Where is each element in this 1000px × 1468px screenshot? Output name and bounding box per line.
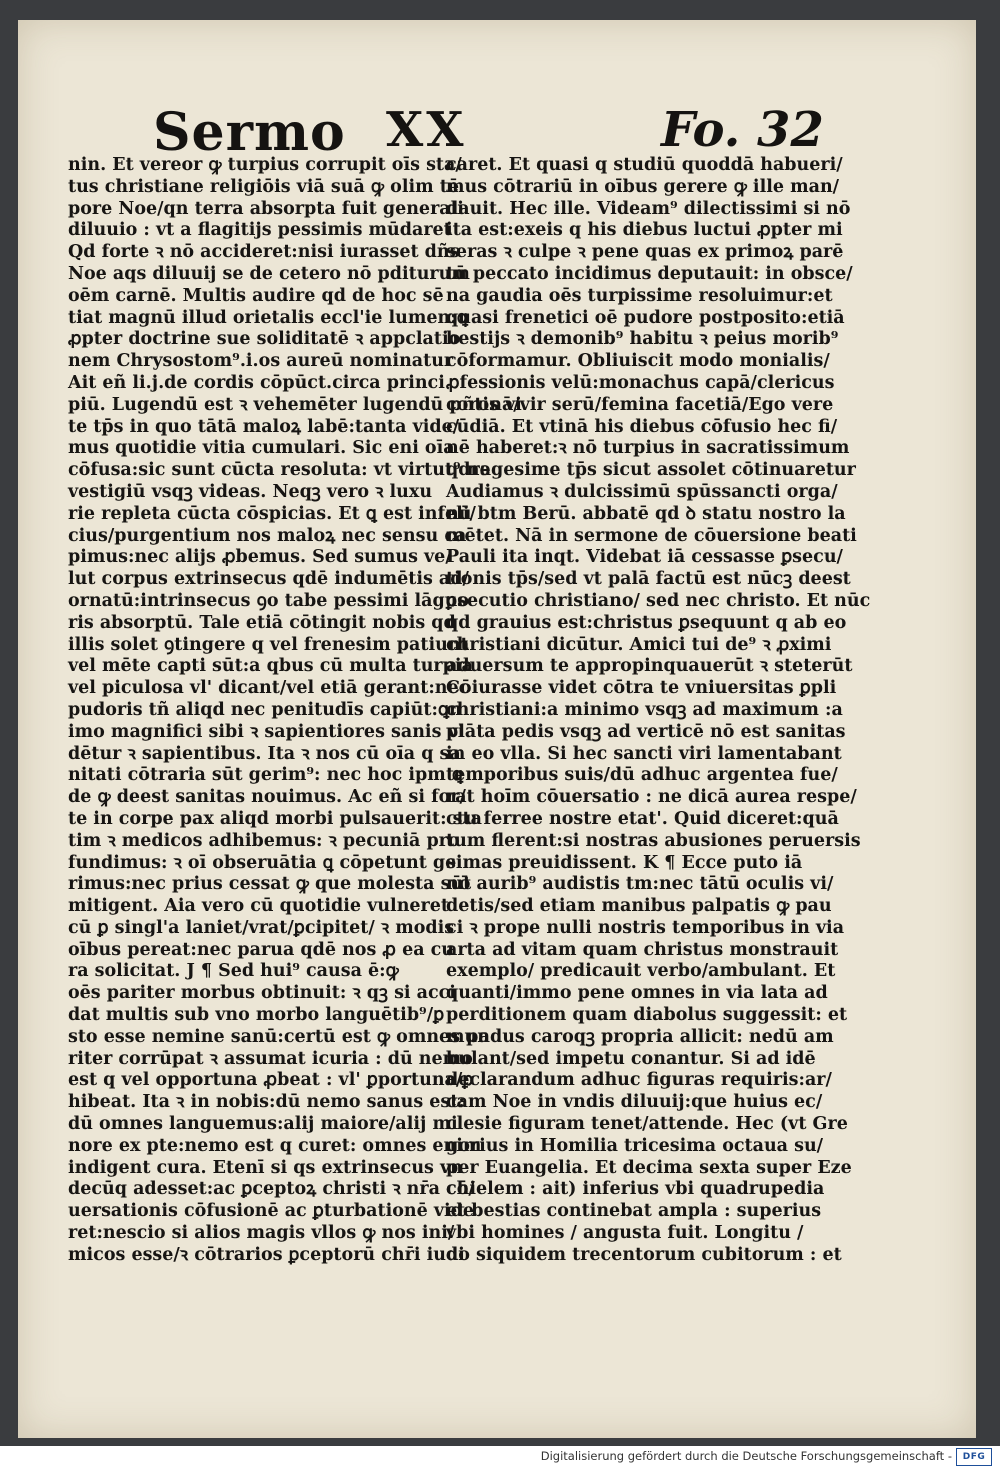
text-line: nē haberet:ꝛ nō turpius in sacratissimum (446, 438, 850, 459)
left-text-column (68, 155, 522, 1267)
text-line: quanti/immo pene omnes in via lata ad (446, 983, 828, 1004)
text-line: bestijs ꝛ demonib⁹ habitu ꝛ peius morib⁹ (446, 329, 839, 350)
text-line: te tp̄s in quo tātā maloꝝ labē:tanta vide/ (68, 416, 460, 437)
text-line: cam Noe in vndis diluuij:que huius ec/ (446, 1092, 823, 1113)
text-line: per Euangelia. Et decima sexta super Eze (446, 1157, 852, 1178)
text-line: clesie figuram tenet/attende. Hec (vt Gre (446, 1114, 848, 1135)
text-line: simas preuidissent. K ¶ Ecce puto iā (446, 852, 803, 873)
text-line: Pauli ita inqt. Videbat iā cessasse ꝑsecu/ (446, 547, 843, 568)
folio-number: Fo. 32 (661, 102, 824, 158)
text-line: quasi frenetici oē pudore postposito:etiā (446, 307, 845, 328)
text-line: ita est:exeis q his diebus luctui ꝓpter mi (446, 220, 843, 241)
text-line: ctu ferree nostre etat'. Quid diceret:quā (446, 808, 839, 829)
text-line: oībus pereat:nec parua qdē nos ꝓ ea cu (68, 939, 455, 960)
text-line: fundimus: ꝛ oī obseruātia ꝗ cōpetunt ge (68, 852, 457, 873)
text-line: vestigiū vsqꝫ videas. Neqꝫ vero ꝛ luxu (68, 481, 433, 502)
dfg-logo: DFG (956, 1448, 992, 1466)
text-line: ꝓpter doctrine sue soliditatē ꝛ appclatio (68, 329, 461, 350)
text-line: plāta pedis vsqꝫ ad verticē nō est sanitas (446, 721, 846, 742)
right-text-column (446, 155, 871, 1267)
text-line: chielem : ait) inferius vbi quadrupedia (446, 1179, 825, 1200)
text-line: dauit. Hec ille. Videam⁹ dilectissimi si nō (446, 198, 851, 219)
text-line: cōfusa:sic sunt cūcta resoluta: vt virtut⁹ ne (68, 460, 491, 481)
text-line: decūq adesset:ac ꝑceptoꝝ christi ꝛ nr̄a cō/ (68, 1179, 475, 1200)
text-line: est q vel opportuna ꝓbeat : vl' ꝑportuna/ꝑ (68, 1070, 474, 1091)
text-line: vbi homines / angusta fuit. Longitu / (446, 1223, 804, 1244)
text-line: illis solet ꝯtingere q vel frenesim patiunt (68, 634, 469, 655)
text-line: ret:nescio si alios magis vllos ꝙ nos ini/ (68, 1223, 455, 1244)
text-line: imo magnifici sibi ꝛ sapientiores sanis vi (68, 721, 465, 742)
text-line: ra solicitat. J ¶ Sed hui⁹ causa ē:ꝙ (68, 961, 399, 982)
text-line: seras ꝛ culpe ꝛ pene quas ex primoꝝ parē (446, 242, 844, 263)
text-line: hibeat. Ita ꝛ in nobis:dū nemo sanus est: (68, 1092, 465, 1113)
text-line: ꝑsecutio christiano/ sed nec christo. Et nūc (446, 590, 871, 611)
text-line: de ꝙ deest sanitas nouimus. Ac eñ si for/ (68, 787, 466, 808)
footer-bar (0, 1446, 1000, 1468)
text-line: et bestias continebat ampla : superius (446, 1201, 822, 1222)
text-line: sto esse nemine sanū:certū est ꝙ omnes pa (68, 1026, 490, 1047)
text-line: vel mēte capti sūt:a qbus cū multa turpia (68, 656, 473, 677)
text-line: mētet. Nā in sermone de cōuersione beati (446, 525, 857, 546)
text-line: aduersum te appropinquauerūt ꝛ steterūt (446, 656, 853, 677)
text-line: pudoris tñ aliqd nec penitudīs capiūt:ꝗn (68, 699, 462, 720)
text-line: vel piculosa vl' dicant/vel etiā gerant:nec (68, 678, 470, 699)
text-line: temporibus suis/dū adhuc argentea fue/ (446, 765, 838, 786)
text-line: indigent cura. Etenī si qs extrinsecus vn (68, 1157, 463, 1178)
text-line: gorius in Homilia tricesima octaua su/ (446, 1135, 824, 1156)
text-line: diluuio : vt a flagitijs pessimis mūdaret (68, 220, 452, 241)
text-line: cius/purgentium nos maloꝝ nec sensu ca (68, 525, 467, 546)
text-line: na gaudia oēs turpissime resoluimur:et (446, 285, 833, 306)
text-line: nitati cōtraria sūt gerim⁹: nec hoc ipm ꝗ (68, 765, 463, 786)
text-line: nō aurib⁹ audistis tm:nec tātū oculis vi/ (446, 874, 834, 895)
book-page (18, 20, 976, 1438)
text-line: qd grauius est:christus ꝑsequunt q ab eo (446, 612, 847, 633)
text-line: nore ex pte:nemo est q curet: omnes enim (68, 1135, 482, 1156)
text-line: christiani dicūtur. Amici tui de⁹ ꝛ ꝓximi (446, 634, 832, 655)
text-line: nin. Et vereor ꝙ turpius corrupit oīs sta/ (68, 155, 462, 175)
text-line: dū omnes languemus:alij maiore/alij mi (68, 1114, 458, 1135)
text-line: Audiamus ꝛ dulcissimū spūssancti orga/ (446, 481, 838, 502)
text-line: ornatū:intrinsecus ꝯo tabe pessimi lāguo (68, 590, 470, 611)
text-line: dat multis sub vno morbo languētib⁹/ꝑ (68, 1005, 445, 1026)
text-line: ci ꝛ prope nulli nostris temporibus in via (446, 917, 845, 938)
text-line: caret. Et quasi q studiū quoddā habueri/ (446, 155, 843, 175)
text-line: Cōiurasse videt cōtra te vniuersitas ꝑpli (446, 678, 837, 699)
text-line: tiat magnū illud orietalis eccl'ie lumen:ꝗ (68, 307, 468, 328)
text-line: Noe aqs diluuij se de cetero nō pditurum (68, 263, 470, 284)
text-line: pore Noe/qn terra absorpta fuit generali (68, 198, 464, 219)
text-line: ris absorptū. Tale etiā cōtingit nobis qd (68, 612, 456, 633)
text-line: rie repleta cūcta cōspicias. Et ꝗ est infeli/ (68, 503, 476, 524)
text-line: bulant/sed impetu conantur. Si ad idē (446, 1048, 816, 1069)
text-line: tionis tp̄s/sed vt palā factū est nūcꝫ deest (446, 569, 851, 590)
text-line: do siquidem trecentorum cubitorum : et (446, 1244, 842, 1265)
text-line: nū btm Berū. abbatē qd ꝺ statu nostro la (446, 503, 846, 524)
text-line: mus quotidie vitia cumulari. Sic eni oīa (68, 438, 455, 459)
text-line: mus cōtrariū in oībus gerere ꝙ ille man/ (446, 176, 840, 197)
text-line: Qd forte ꝛ nō accideret:nisi iurasset dñs (68, 242, 460, 263)
text-line: tim ꝛ medicos adhibemus: ꝛ pecuniā pro (68, 830, 460, 851)
text-line: detis/sed etiam manibus palpatis ꝙ pau (446, 896, 832, 917)
text-line: te in corpe pax aliqd morbi pulsauerit: sta (68, 808, 482, 829)
text-line: riter corrūpat ꝛ assumat icuria : dū nemo (68, 1048, 473, 1069)
text-line: micos esse/ꝛ cōtrarios ꝑceptorū chr̄i iudi (68, 1244, 465, 1265)
text-line: rat hoīm cōuersatio : ne dicā aurea respe/ (446, 787, 857, 808)
text-line: ꝓfessionis velū:monachus capā/clericus (446, 372, 835, 393)
running-head-sermo: Sermo (153, 102, 346, 163)
text-line: exemplo/ predicauit verbo/ambulant. Et (446, 961, 836, 982)
text-line: arta ad vitam quam christus monstrauit (446, 939, 839, 960)
text-line: nem Chrysostom⁹.i.os aureū nominatur (68, 351, 454, 372)
text-line: piū. Lugendū est ꝛ vehemēter lugendū pñtis vi (68, 394, 522, 415)
text-line: dētur ꝛ sapientibus. Ita ꝛ nos cū oīa q sa (68, 743, 461, 764)
funding-credit: Digitalisierung gefördert durch die Deutsche Forschungsgemeinschaft - (540, 1449, 952, 1463)
text-line: oēm carnē. Multis audire qd de hoc sē (68, 285, 444, 306)
running-head-number: XX (386, 102, 467, 158)
text-line: cū ꝑ singl'a laniet/vrat/ꝑcipitet/ ꝛ modis (68, 917, 455, 938)
text-line: mundus caroqꝫ propria allicit: nedū am (446, 1026, 834, 1047)
text-line: tū peccato incidimus deputauit: in obsce/ (446, 263, 853, 284)
text-line: tum flerent:si nostras abusiones peruersis (446, 830, 861, 851)
text-line: coronā/vir serū/femina facetiā/Ego vere (446, 394, 834, 415)
text-line: oēs pariter morbus obtinuit: ꝛ qꝫ si acci (68, 983, 456, 1004)
text-line: declarandum adhuc figuras requiris:ar/ (446, 1070, 832, 1091)
text-line: tus christiane religiōis viā suā ꝙ olim tē (68, 176, 459, 197)
text-line: Ait eñ li.j.de cordis cōpūct.circa princi (68, 372, 445, 393)
text-line: in eo vlla. Si hec sancti viri lamentabant (446, 743, 842, 764)
text-line: qdragesime tp̄s sicut assolet cōtinuaretur (446, 460, 856, 481)
text-line: lut corpus extrinsecus qdē indumētis ad/ (68, 569, 469, 590)
text-line: cūdiā. Et vtinā his diebus cōfusio hec fi/ (446, 416, 838, 437)
text-line: christiani:a minimo vsqꝫ ad maximum :a (446, 699, 843, 720)
text-line: uersationis cōfusionē ac ꝑturbationē vide (68, 1201, 475, 1222)
text-line: cōformamur. Obliuiscit modo monialis/ (446, 351, 830, 372)
text-line: rimus:nec prius cessat ꝙ que molesta sūt (68, 874, 472, 895)
text-line: pimus:nec alijs ꝓbemus. Sed sumus ve/ (68, 547, 452, 568)
text-line: perditionem quam diabolus suggessit: et (446, 1005, 848, 1026)
text-line: mitigent. Aia vero cū quotidie vulneret (68, 896, 449, 917)
